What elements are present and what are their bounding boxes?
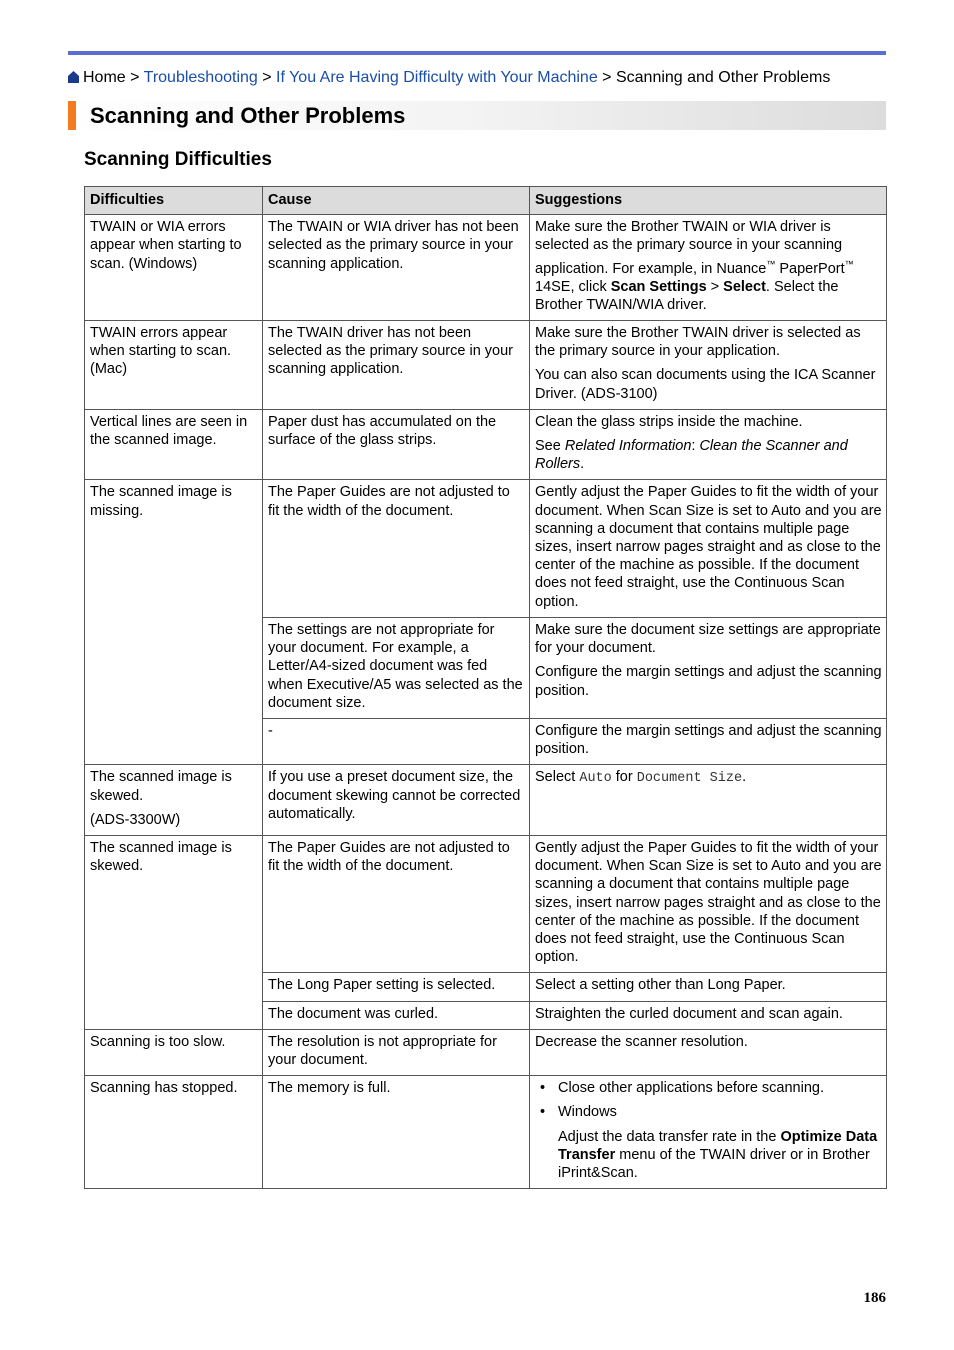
suggestion-text: for — [611, 769, 637, 786]
cause-cell: The Paper Guides are not adjusted to fit the width of the document. — [263, 835, 530, 972]
suggestion-text: Make sure the Brother TWAIN driver is selected as the primary source in your application. — [535, 325, 861, 360]
suggestion-text: PaperPort — [775, 260, 845, 277]
cause-cell: The Long Paper setting is selected. — [263, 973, 530, 1001]
table-row — [85, 409, 887, 480]
suggestion-text: You can also scan documents using the ICA Scanner Driver. (ADS-3100) — [535, 367, 876, 402]
breadcrumb-separator: > — [602, 69, 612, 86]
cause-cell: The settings are not appropriate for your document. For example, a Letter/A4-sized document was fed when Executive/A5 was selected as the document size. — [263, 617, 530, 718]
difficulty-cell: TWAIN errors appear when starting to scan. (Mac) — [85, 321, 263, 410]
difficulty-cell: The scanned image is skewed. — [85, 835, 263, 1029]
suggestion-cell — [530, 215, 887, 321]
column-header-suggestions: Suggestions — [530, 187, 887, 215]
suggestion-text: Select — [535, 769, 580, 786]
page-title: Scanning and Other Problems — [90, 103, 406, 128]
cause-cell: The resolution is not appropriate for your document. — [263, 1029, 530, 1075]
suggestion-cell: Configure the margin settings and adjust the scanning position. — [530, 718, 887, 764]
clean-scanner-ref: Clean the Scanner and Rollers — [535, 438, 848, 473]
trademark-symbol: ™ — [844, 258, 854, 269]
suggestion-text: 14SE, click — [535, 278, 611, 295]
difficulty-text: The scanned image is skewed. — [90, 769, 232, 804]
table-row — [85, 765, 887, 836]
suggestion-text: : — [691, 438, 700, 455]
breadcrumb-home[interactable]: Home — [83, 69, 126, 86]
cause-cell: If you use a preset document size, the document skewing cannot be corrected automatically. — [263, 765, 530, 836]
table-header-row — [85, 187, 887, 215]
cause-cell: The document was curled. — [263, 1001, 530, 1029]
suggestion-text: . Select the Brother TWAIN/WIA driver. — [535, 278, 839, 313]
header-rule — [68, 51, 886, 55]
suggestion-cell: Straighten the curled document and scan again. — [530, 1001, 887, 1029]
cause-cell: The memory is full. — [263, 1076, 530, 1189]
difficulty-cell: The scanned image is missing. — [85, 480, 263, 765]
suggestion-cell — [530, 617, 887, 718]
cause-cell: The Paper Guides are not adjusted to fit the width of the document. — [263, 480, 530, 617]
table-row — [85, 480, 887, 617]
suggestion-cell: Gently adjust the Paper Guides to fit the width of your document. When Scan Size is set to Auto and you are scanning a document that contains multiple page sizes, insert narrow pages straight and as close to the center of the machine as possible. If the document does not feed straight, use the Continuous Scan option. — [530, 480, 887, 617]
cause-cell: The TWAIN or WIA driver has not been selected as the primary source in your scanning application. — [263, 215, 530, 321]
table-row — [85, 321, 887, 410]
suggestion-cell: Select a setting other than Long Paper. — [530, 973, 887, 1001]
document-size-setting: Document Size — [636, 771, 743, 787]
suggestion-text: Adjust the data transfer rate in the — [558, 1128, 781, 1145]
suggestion-text: menu of the TWAIN driver or in Brother iPrint&Scan. — [558, 1146, 870, 1181]
breadcrumb-separator: > — [130, 69, 140, 86]
difficulty-cell: Scanning is too slow. — [85, 1029, 263, 1075]
cause-cell: Paper dust has accumulated on the surface of the glass strips. — [263, 409, 530, 480]
trademark-symbol: ™ — [766, 258, 776, 269]
suggestion-text: Clean the glass strips inside the machine. — [535, 413, 803, 430]
difficulty-cell: TWAIN or WIA errors appear when starting to scan. (Windows) — [85, 215, 263, 321]
suggestion-list — [535, 1079, 882, 1182]
auto-setting: Auto — [579, 771, 612, 787]
suggestion-cell — [530, 765, 887, 836]
breadcrumb-difficulty-link[interactable]: If You Are Having Difficulty with Your Machine — [276, 69, 598, 86]
section-title: Scanning Difficulties — [84, 149, 272, 170]
scan-settings-label: Scan Settings — [610, 278, 707, 295]
breadcrumb — [68, 68, 886, 88]
windows-label: • Windows — [558, 1104, 617, 1121]
suggestion-cell: Decrease the scanner resolution. — [530, 1029, 887, 1075]
table-row — [85, 1076, 887, 1189]
breadcrumb-separator: > — [262, 69, 272, 86]
suggestion-text: See — [535, 438, 565, 455]
list-item: • Close other applications before scanning. — [535, 1079, 882, 1097]
title-accent-bar — [68, 101, 76, 130]
difficulty-cell: Vertical lines are seen in the scanned image. — [85, 409, 263, 480]
cause-cell: - — [263, 718, 530, 764]
table-row — [85, 1029, 887, 1075]
suggestion-text: Configure the margin settings and adjust the scanning position. — [535, 664, 882, 699]
list-item — [535, 1103, 882, 1182]
suggestion-text: Make sure the document size settings are appropriate for your document. — [535, 621, 881, 657]
suggestion-cell — [530, 1076, 887, 1189]
suggestion-cell — [530, 321, 887, 410]
suggestion-text: . — [742, 769, 747, 786]
suggestion-text: > — [706, 278, 724, 295]
difficulty-cell: Scanning has stopped. — [85, 1076, 263, 1189]
cause-cell: The TWAIN driver has not been selected as the primary source in your scanning application. — [263, 321, 530, 410]
breadcrumb-current: Scanning and Other Problems — [615, 69, 831, 86]
column-header-difficulties: Difficulties — [85, 187, 263, 215]
suggestion-text: . — [580, 456, 585, 473]
suggestion-cell — [530, 409, 887, 480]
difficulty-cell — [85, 765, 263, 836]
page-number: 186 — [863, 1290, 886, 1306]
table-row — [85, 835, 887, 972]
home-icon[interactable] — [68, 71, 79, 83]
select-label: Select — [723, 278, 766, 295]
optimize-data-transfer-label: Optimize Data Transfer — [558, 1128, 878, 1163]
table-row — [85, 215, 887, 321]
model-note: (ADS-3300W) — [90, 811, 181, 828]
column-header-cause: Cause — [263, 187, 530, 215]
suggestion-cell: Gently adjust the Paper Guides to fit the width of your document. When Scan Size is set to Auto and you are scanning a document that contains multiple page sizes, insert narrow pages straight and as close to the center of the machine as possible. If the document does not feed straight, use the Continuous Scan option. — [530, 835, 887, 972]
page-title-bar — [68, 101, 886, 130]
suggestion-text: Make sure the Brother TWAIN or WIA driver is selected as the primary source in your scanning application. For example, in Nuance — [535, 219, 843, 277]
related-information-ref: Related Information — [564, 438, 692, 455]
breadcrumb-troubleshooting-link[interactable]: Troubleshooting — [143, 69, 258, 86]
troubleshooting-table — [84, 186, 887, 1189]
